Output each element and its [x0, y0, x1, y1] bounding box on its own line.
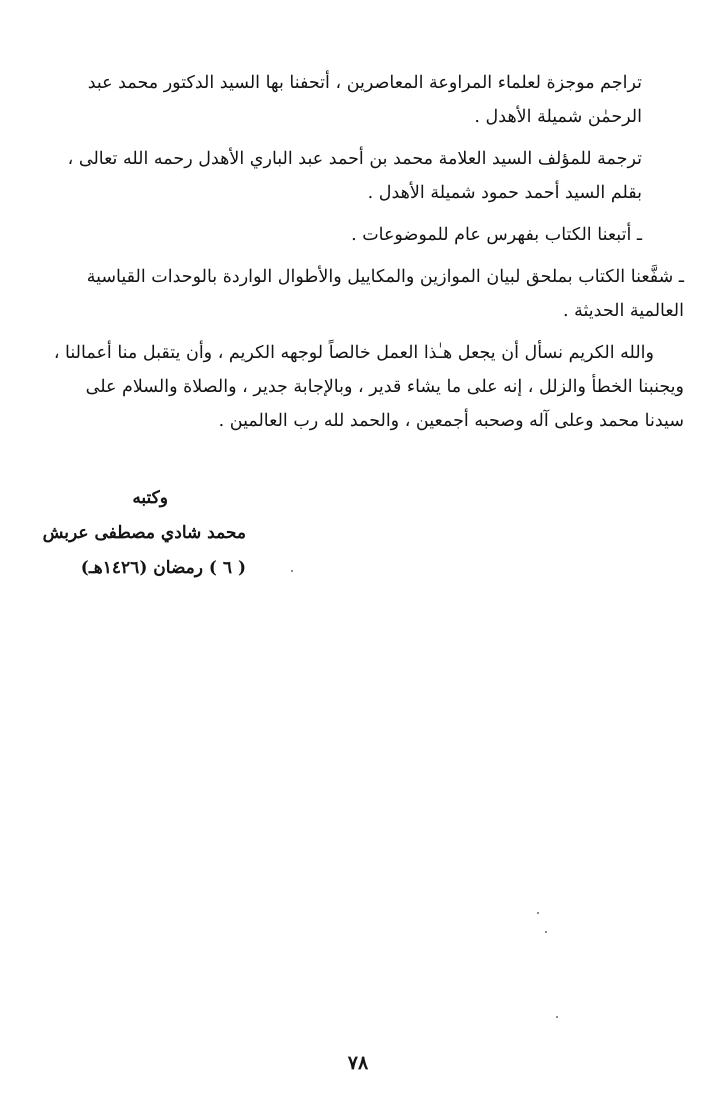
scan-speck: [291, 570, 293, 572]
paragraph-index: [24, 218, 684, 252]
text-line: والله الكريم نسأل أن يجعل هـٰذا العمل خالصاً لوجهه الكريم ، وأن يتقبل منا أعمالنا ،: [53, 343, 654, 363]
scan-speck: [537, 912, 539, 914]
text-line: ـ شفَّعنا الكتاب بملحق لبيان الموازين والمكاييل والأطوال الواردة بالوحدات القياسية: [86, 267, 684, 287]
signature-name: محمد شادي مصطفى عربش: [42, 523, 246, 543]
text-line: سيدنا محمد وعلى آله وصحبه أجمعين ، والحمد لله رب العالمين .: [218, 411, 684, 431]
text-line: الرحمٰن شميلة الأهدل .: [474, 107, 642, 127]
paragraph-closing-prayer: [24, 336, 684, 438]
text-line: العالمية الحديثة .: [563, 301, 684, 321]
signature-date: ( ٦ ) رمضان (١٤٢٦هـ): [80, 558, 246, 578]
signature-written-by: وكتبه: [132, 488, 168, 508]
scan-speck: [545, 931, 547, 933]
text-line: تراجم موجزة لعلماء المراوعة المعاصرين ، أتحفنا بها السيد الدكتور محمد عبد: [87, 73, 642, 93]
paragraph-appendix: [24, 260, 684, 328]
text-line: بقلم السيد أحمد حمود شميلة الأهدل .: [367, 183, 642, 203]
paragraph-author-biography: [24, 142, 684, 210]
signature-block: [26, 481, 246, 586]
text-line: ـ أتبعنا الكتاب بفهرس عام للموضوعات .: [351, 225, 642, 245]
paragraph-translations: [24, 66, 684, 134]
page-number: ٧٨: [347, 1052, 369, 1074]
text-line: ترجمة للمؤلف السيد العلامة محمد بن أحمد عبد الباري الأهدل رحمه الله تعالى ،: [67, 149, 642, 169]
text-line: ويجنبنا الخطأ والزلل ، إنه على ما يشاء قدير ، وبالإجابة جدير ، والصلاة والسلام على: [85, 377, 684, 397]
body-text: [24, 66, 684, 446]
scan-speck: [556, 1016, 558, 1018]
